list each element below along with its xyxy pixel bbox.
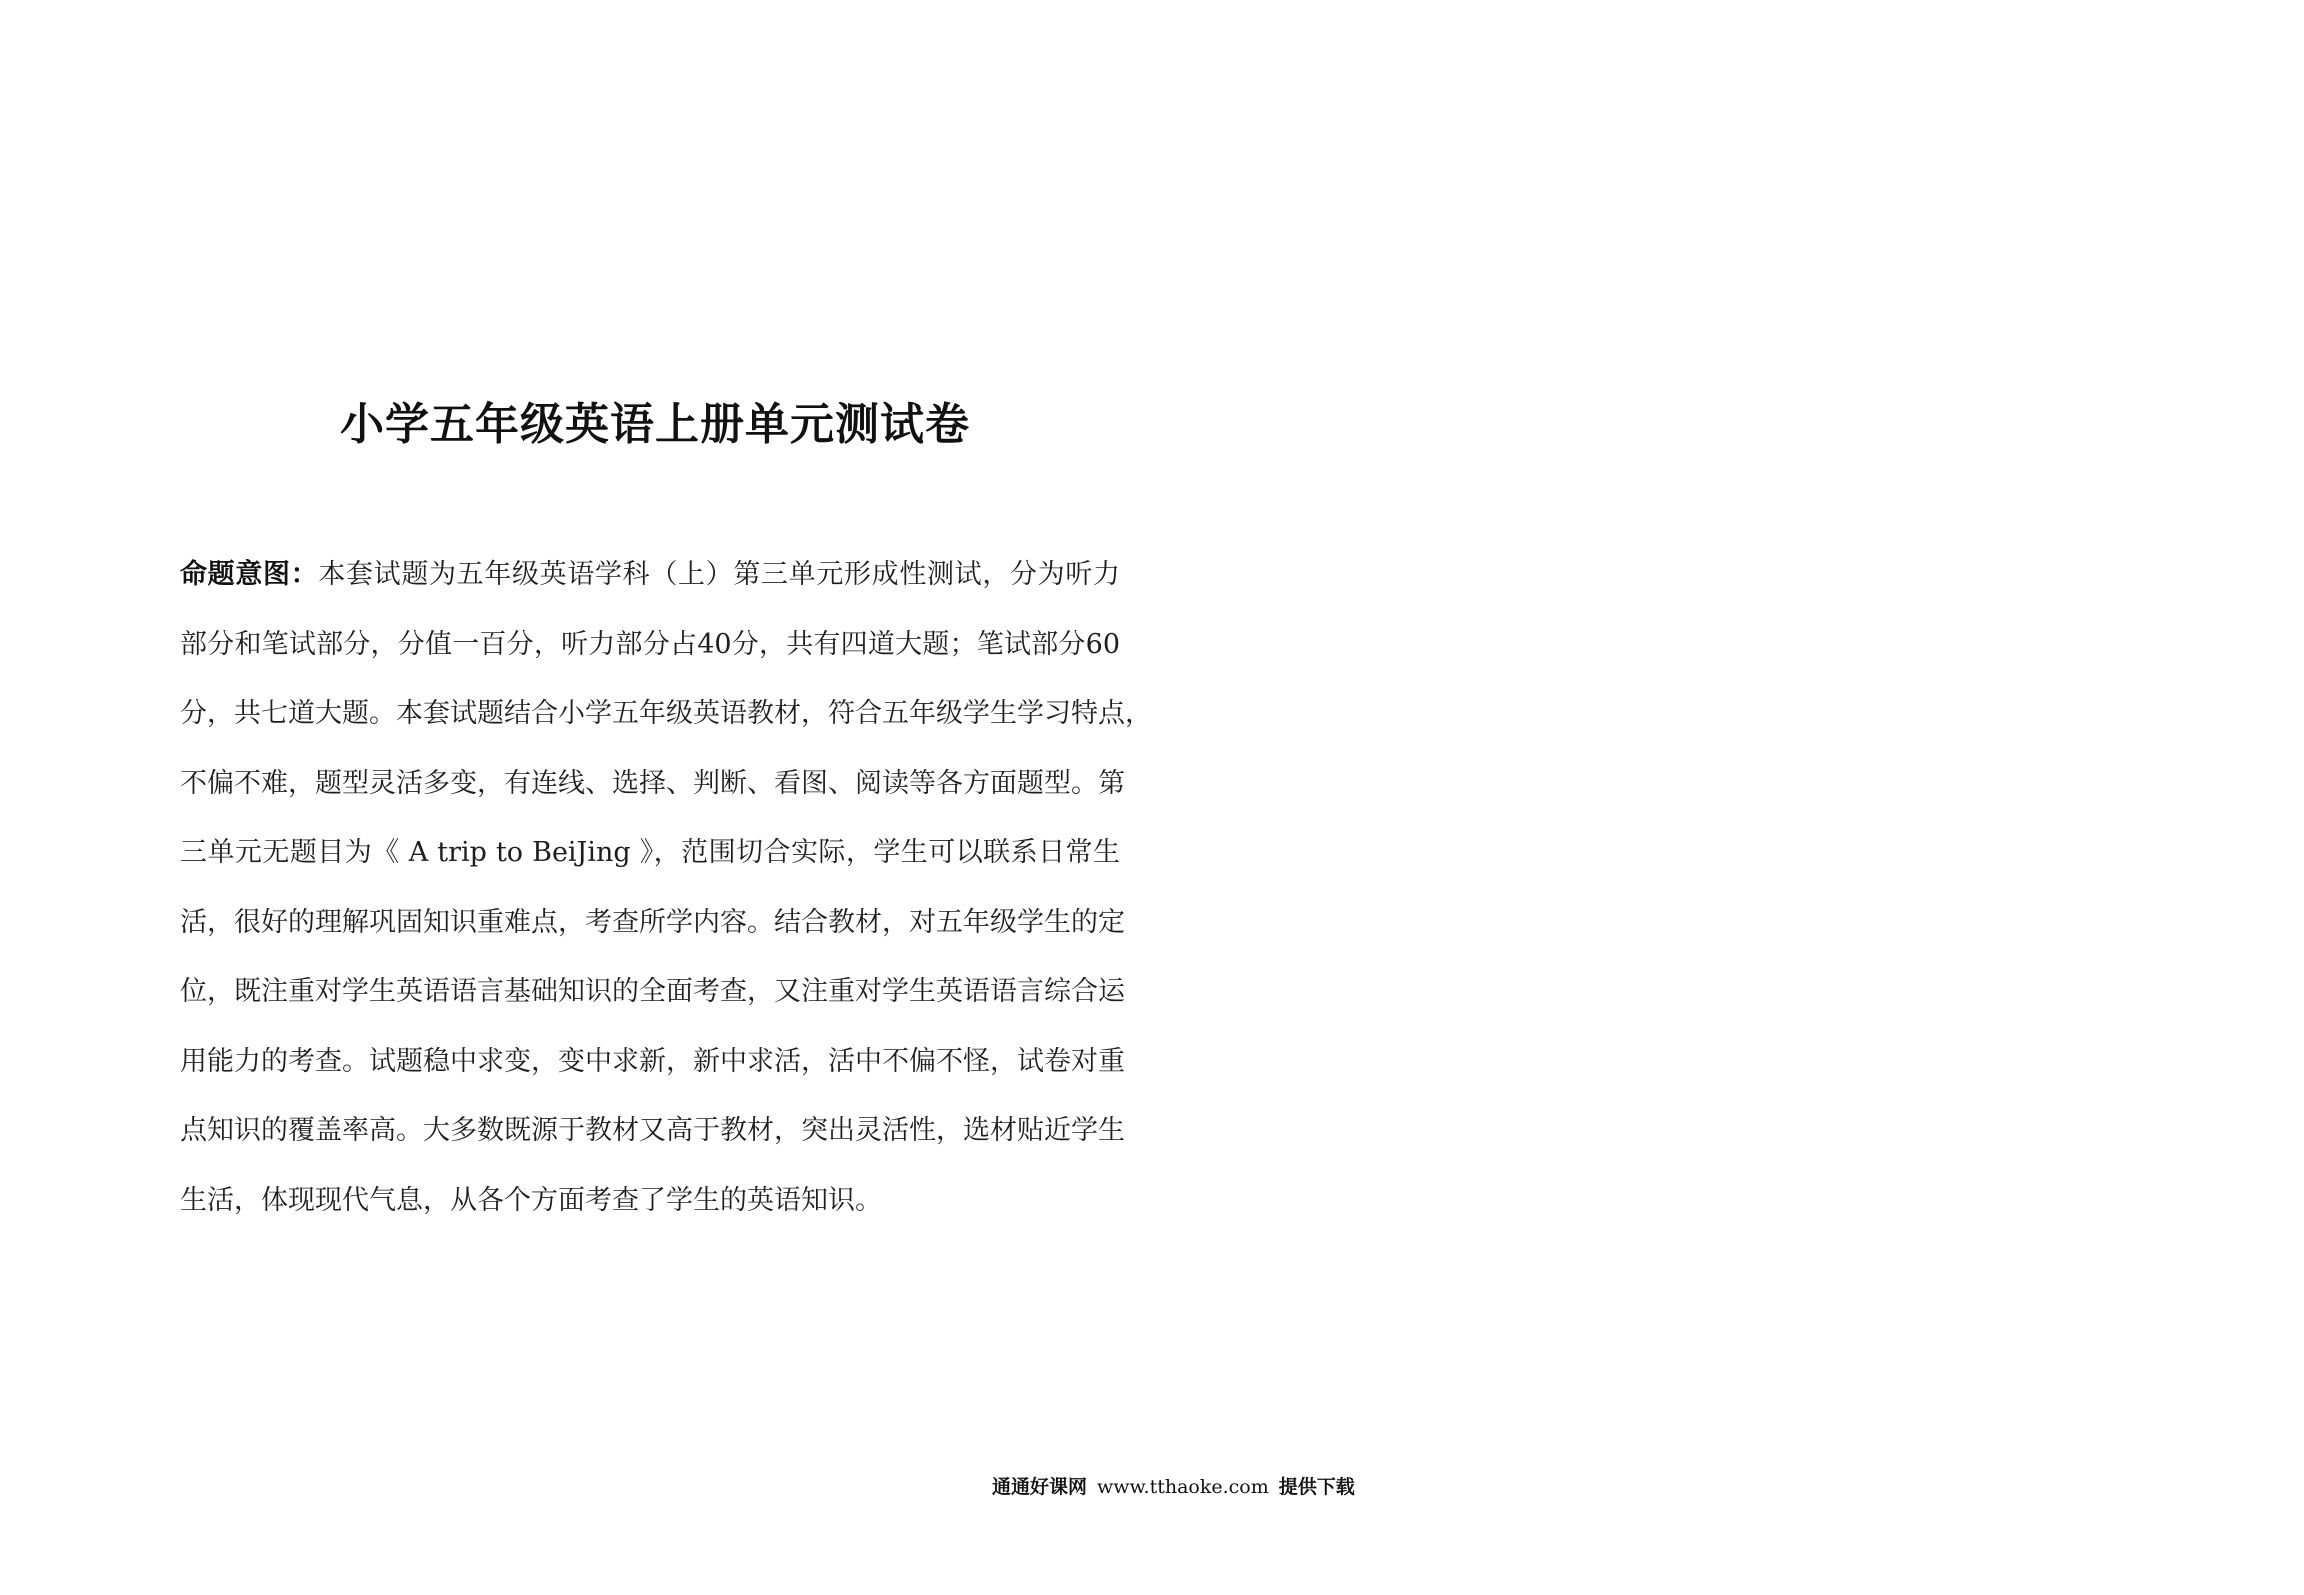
intro-line: 活，很好的理解巩固知识重难点，考查所学内容。结合教材，对五年级学生的定 [180, 906, 1125, 938]
intro-line: 用能力的考查。试题稳中求变，变中求新，新中求活，活中不偏不怪，试卷对重 [180, 1045, 1125, 1077]
intro-line: 生活，体现现代气息，从各个方面考查了学生的英语知识。 [180, 1184, 882, 1216]
page-title: 小学五年级英语上册单元测试卷 [340, 399, 970, 450]
intro-lead: 命题意图： [180, 559, 319, 590]
footer-provide-text: 提供下载 [1278, 1476, 1355, 1498]
intro-line: 点知识的覆盖率高。大多数既源于教材又高于教材，突出灵活性，选材贴近学生 [180, 1115, 1125, 1146]
intro-line: 部分和笔试部分，分值一百分，听力部分占40分，共有四道大题；笔试部分60 [180, 628, 1120, 660]
intro-line: 位，既注重对学生英语语言基础知识的全面考查，又注重对学生英语语言综合运 [180, 976, 1125, 1007]
intro-line [180, 540, 1120, 610]
intro-line: 三单元无题目为《 A trip to BeiJing 》，范围切合实际，学生可以联系日常生 [180, 837, 1120, 868]
footer-site-name: 通通好课网 [992, 1476, 1088, 1498]
intro-line: 分，共七道大题。本套试题结合小学五年级英语教材，符合五年级学生学习特点， [180, 698, 1152, 729]
intro-line-text: 本套试题为五年级英语学科（上）第三单元形成性测试，分为听力 [318, 559, 1121, 590]
page-footer [992, 1472, 1355, 1502]
intro-paragraph [180, 540, 1152, 1235]
intro-line: 不偏不难，题型灵活多变，有连线、选择、判断、看图、阅读等各方面题型。第 [180, 767, 1125, 799]
footer-url[interactable]: www.tthaoke.com [1097, 1476, 1269, 1498]
